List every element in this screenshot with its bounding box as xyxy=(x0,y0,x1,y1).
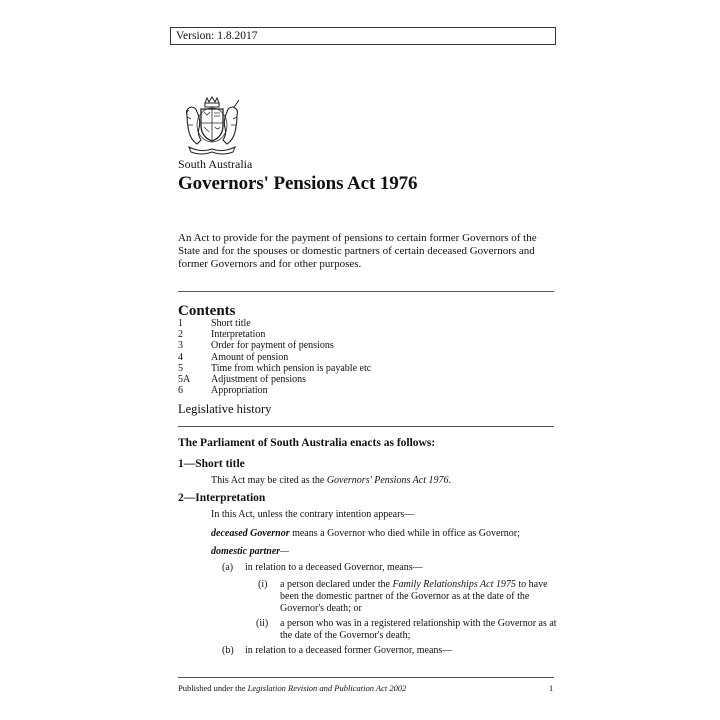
page-number: 1 xyxy=(549,683,554,693)
para-b-label: (b) xyxy=(222,645,234,656)
enacting-formula: The Parliament of South Australia enacts as follows: xyxy=(178,437,436,449)
defined-term: domestic partner xyxy=(211,546,281,557)
toc-item[interactable] xyxy=(178,352,371,363)
toc-label: Interpretation xyxy=(211,329,266,341)
toc-number: 4 xyxy=(178,351,183,363)
toc-item[interactable] xyxy=(178,385,371,396)
toc-item[interactable] xyxy=(178,318,371,329)
short-title-citation: Governors' Pensions Act 1976 xyxy=(326,475,449,486)
section-2-intro: In this Act, unless the contrary intention appears— xyxy=(211,509,415,520)
divider-top xyxy=(178,291,554,292)
para-a-text: in relation to a deceased Governor, means— xyxy=(245,562,423,573)
definition-dash: — xyxy=(280,546,290,557)
toc-number: 3 xyxy=(178,340,183,352)
section-1-text-pre: This Act may be cited as the xyxy=(211,475,327,486)
toc-label: Amount of pension xyxy=(211,351,289,363)
toc-label: Time from which pension is payable etc xyxy=(211,362,372,374)
defined-term: deceased Governor xyxy=(211,528,290,539)
toc-label: Adjustment of pensions xyxy=(211,373,306,385)
toc-number: 1 xyxy=(178,318,183,329)
subpara-ii-line-1: a person who was in a registered relationship with the Governor as at xyxy=(280,618,557,629)
toc-item[interactable] xyxy=(178,329,371,340)
footer-divider xyxy=(178,677,554,678)
section-1-heading: 1—Short title xyxy=(178,458,245,470)
legislative-history-link[interactable]: Legislative history xyxy=(178,402,272,416)
toc-number: 2 xyxy=(178,329,183,341)
section-2-heading: 2—Interpretation xyxy=(178,492,266,504)
contents-heading: Contents xyxy=(178,303,236,319)
toc-item[interactable] xyxy=(178,340,371,351)
toc-label: Order for payment of pensions xyxy=(211,340,334,352)
footer-pre: Published under the xyxy=(178,683,248,693)
subpara-i-pre: a person declared under the xyxy=(280,579,393,590)
table-of-contents xyxy=(178,318,371,396)
subpara-ii-label: (ii) xyxy=(256,618,269,629)
toc-number: 5A xyxy=(178,373,191,385)
para-a-label: (a) xyxy=(222,562,234,573)
long-title: An Act to provide for the payment of pensions to certain former Governors of the State and for the spouses or domestic partners of certain deceased Governors and former Governors and for other purposes. xyxy=(178,232,537,270)
toc-number: 5 xyxy=(178,362,183,374)
subpara-i-line-1 xyxy=(280,579,548,591)
toc-label: Appropriation xyxy=(211,385,268,397)
jurisdiction: South Australia xyxy=(178,157,253,171)
section-1-text xyxy=(211,475,451,487)
subpara-ii-line-2: the date of the Governor's death; xyxy=(280,630,411,641)
coat-of-arms-icon xyxy=(179,95,245,155)
footer-publication-note xyxy=(178,683,406,693)
footer-act-citation: Legislation Revision and Publication Act 2002 xyxy=(247,683,407,693)
toc-number: 6 xyxy=(178,385,183,397)
version-box xyxy=(170,27,556,45)
definition-deceased-governor xyxy=(211,528,520,540)
act-title: Governors' Pensions Act 1976 xyxy=(178,173,418,194)
divider-middle xyxy=(178,426,554,427)
subpara-i-label: (i) xyxy=(258,579,268,590)
act-citation: Family Relationships Act 1975 xyxy=(392,579,516,590)
toc-item[interactable] xyxy=(178,374,371,385)
definition-text: means a Governor who died while in office as Governor; xyxy=(289,528,520,539)
subpara-i-line-3: Governor's death; or xyxy=(280,603,362,614)
para-b-text: in relation to a deceased former Governor, means— xyxy=(245,645,453,656)
subpara-i-post: to have xyxy=(515,579,548,590)
section-1-text-post: . xyxy=(448,475,451,486)
toc-label: Short title xyxy=(211,318,251,329)
definition-domestic-partner xyxy=(211,546,289,558)
toc-item[interactable] xyxy=(178,363,371,374)
subpara-i-line-2: been the domestic partner of the Governor as at the date of the xyxy=(280,591,530,602)
version-label: Version: 1.8.2017 xyxy=(176,30,258,42)
